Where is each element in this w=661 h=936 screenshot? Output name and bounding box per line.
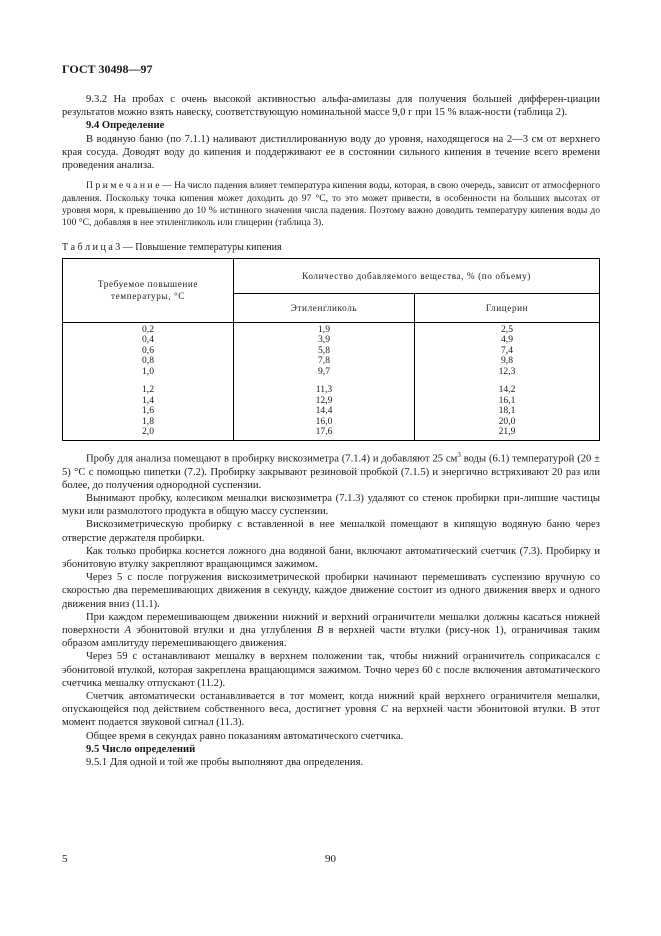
paragraph-stirring: Через 5 с после погружения вискозиметрической пробирки начинают перемешивать суспензию вручную со скоростью два перемешивающих движения в секунду, каждое движение состоит из одного движения вверх и одного движения вниз (11.1). (62, 572, 600, 610)
section-heading-9-4: 9.4 Определение (86, 120, 165, 132)
table-cell: 12,3 (498, 365, 516, 377)
table-cell: 1,0 (142, 365, 154, 377)
table-cell: 9,8 (501, 355, 513, 367)
table-caption-text: — Повышение температуры кипения (120, 241, 282, 253)
table-cell: 3,9 (318, 334, 330, 346)
paragraph-tube-in-bath: Вискозиметрическую пробирку с вставленной в нее мешалкой помещают в кипящую водяную баню через отверстие держателя пробирки. (62, 519, 600, 544)
label-b: B (316, 625, 324, 637)
paragraph-start-counter: Как только пробирка коснется ложного дна водяной бани, включают автоматический счетчик (7.3). Пробирку и эбонитовую втулку закрепляют вращающимся зажимом. (62, 545, 600, 570)
paragraph-stirrer-limits (62, 611, 600, 651)
text-fragment: на верхней части эбонитовой втулки. В этот момент подается звуковой сигнал (11.3). (62, 704, 600, 729)
text-fragment: При каждом перемешивающем движении нижний и верхний ограничители мешалки должны касаться нижней поверхности (62, 611, 600, 637)
superscript: 3 (457, 450, 461, 459)
paragraph-9-4-intro: В водяную баню (по 7.1.1) наливают дистиллированную воду до уровня, находящегося на 2—3 см от верхнего края сосуда. Доводят воду до кипения и поддерживают ее в состоянии сильного кипения в течение всего времени проведения анализа. (62, 133, 600, 172)
table-cell: 2,0 (142, 426, 154, 438)
table-cell: 0,4 (142, 334, 154, 346)
paragraph-stop-stirrer: Через 59 с останавливают мешалку в верхнем положении так, чтобы нижний ограничитель соприкасался с эбонитовой втулкой, которая закреплена вращающимся зажимом. Точно через 60 с после включения автоматического счетчика мешалку отпускают (11.2). (62, 651, 600, 689)
table-header-quantity: Количество добавляемого вещества, % (по объему) (234, 258, 600, 293)
table-cell: 21,9 (498, 426, 516, 438)
footer-left-number: 5 (62, 853, 68, 865)
paragraph-9-3-2: 9.3.2 На пробах с очень высокой активностью альфа-амилазы для получения большей дифферен-циации результатов можно взять навеску, соответствующую номинальной массе 9,0 г при 15 % влаж-ности (таблица 2). (62, 94, 600, 119)
table-cell: 16,0 (315, 415, 333, 427)
table-cell: 20,0 (498, 415, 516, 427)
table-cell: 11,3 (315, 384, 333, 396)
table-cell: 0,2 (142, 323, 154, 335)
table-cell: 18,1 (498, 405, 516, 417)
text-fragment: воды (6.1) температурой (20 ± 5) °С с помощью пипетки (7.2). Пробирку закрывают резиновой пробкой (7.1.5) и энергично встряхивают 20 раз или более, до получения однородной суспензии. (62, 453, 600, 491)
table-cell: 17,6 (315, 426, 333, 438)
document-page (62, 62, 600, 769)
table-cell: 14,2 (498, 384, 516, 396)
table-cell: 0,8 (142, 355, 154, 367)
glycerin-column (415, 322, 600, 440)
table-header-ethylene-glycol: Этиленгликоль (234, 293, 415, 322)
table-cell: 7,8 (318, 355, 330, 367)
label-c: C (380, 704, 388, 716)
table-cell: 4,9 (501, 334, 513, 346)
table-caption-label: Т а б л и ц а 3 (62, 241, 121, 253)
document-code: ГОСТ 30498—97 (62, 62, 153, 76)
ethylene-glycol-column (234, 322, 415, 440)
table-cell: 5,8 (318, 344, 330, 356)
table-cell: 2,5 (501, 323, 513, 335)
paragraph-remove-stopper: Вынимают пробку, колесиком мешалки вискозиметра (7.1.3) удаляют со стенок пробирки при-липшие частицы муки или размолотого продукта в общую массу суспензии. (62, 492, 600, 518)
table-cell: 0,6 (142, 344, 154, 356)
paragraph-sample-placement (62, 449, 600, 492)
table-cell: 1,9 (318, 323, 330, 335)
table-cell: 12,9 (315, 394, 333, 406)
table-cell: 1,2 (142, 384, 154, 396)
section-heading-9-5: 9.5 Число определений (86, 743, 196, 755)
table-caption (62, 242, 600, 253)
text-fragment: Пробу для анализа помещают в пробирку вискозиметра (7.1.4) и добавляют 25 см (86, 453, 458, 465)
table-cell: 1,4 (142, 394, 154, 406)
paragraph-counter-stops (62, 690, 600, 730)
note-text: — На число падения влияет температура кипения воды, которая, в свою очередь, зависит от атмосферного давления. Поскольку точка кипения может доходить до 97 °С, то это может привести, в особенности на больших высотах от уровня моря, к превышению до 10 % истинного значения числа падения. Поэтому важно доводить температуру кипения воды до 100 °С, добавляя в нее этиленгликоль или глицерин (таблица 3). (62, 180, 600, 229)
table-cell: 1,8 (142, 415, 154, 427)
note-paragraph (62, 180, 600, 230)
boiling-point-table (62, 258, 600, 441)
note-label: П р и м е ч а н и е (86, 180, 160, 192)
text-fragment: Счетчик автоматически останавливается в тот момент, когда нижний край верхнего ограничителя мешалки, опускающейся под действием собственного веса, достигнет уровня (62, 691, 600, 716)
text-fragment: в верхней части втулки (рису-нок 1), ограничивая таким образом амплитуду перемешивающего движения. (62, 625, 600, 650)
table-cell: 7,4 (501, 344, 513, 356)
table-cell: 16,1 (498, 394, 516, 406)
table-header-temperature: Требуемое повышение температуры, °С (63, 258, 234, 322)
table-cell: 1,6 (142, 405, 154, 417)
paragraph-total-time: Общее время в секундах равно показаниям автоматического счетчика. (86, 730, 404, 742)
label-a: A (124, 625, 132, 637)
paragraph-9-5-1: 9.5.1 Для одной и той же пробы выполняют два определения. (86, 757, 364, 769)
text-fragment: эбонитовой втулки и дна углубления (131, 625, 317, 637)
page-number: 90 (325, 853, 336, 865)
temperature-column (63, 322, 234, 440)
table-header-glycerin: Глицерин (415, 293, 600, 322)
table-cell: 14,4 (315, 405, 333, 417)
table-cell: 9,7 (318, 365, 330, 377)
